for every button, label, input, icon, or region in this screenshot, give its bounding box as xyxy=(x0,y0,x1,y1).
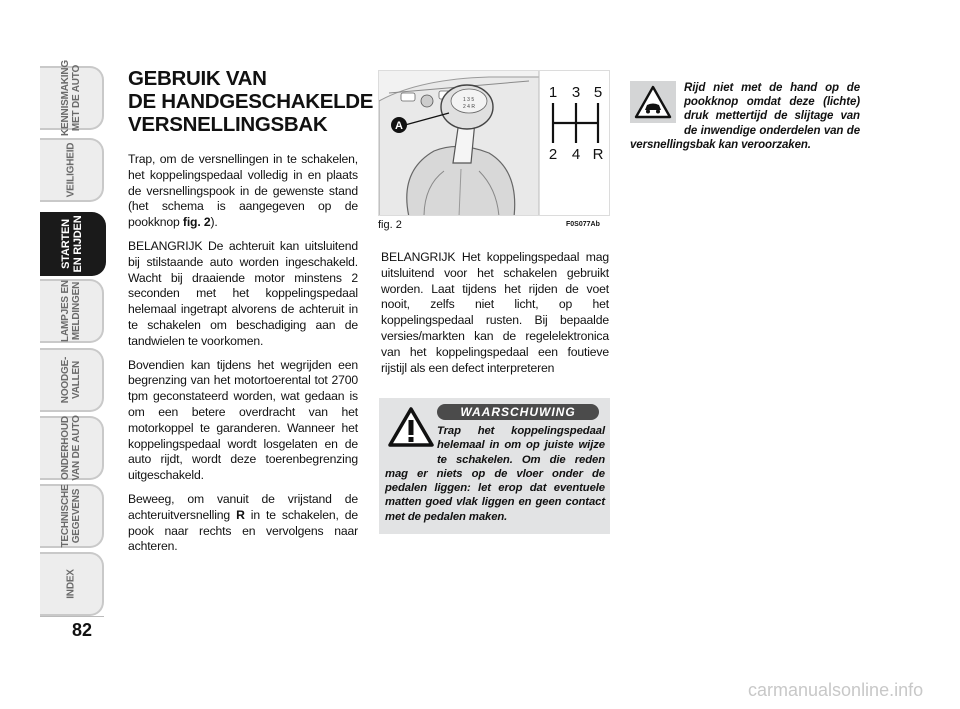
gear-lever-illustration xyxy=(379,71,610,216)
tab-label: VEILIGHEID xyxy=(65,142,77,198)
warning-text: Trap het koppelingspedaal helemaal in om op juiste wijze te schakelen. Om die reden mag er niets op de vloer onder de pedalen liggen: let erop dat eventuele matten goed vlak liggen en geen contact met de pedalen maken. xyxy=(385,425,605,523)
main-text-column xyxy=(128,67,374,563)
tab-starten-en-rijden[interactable] xyxy=(40,212,106,276)
tab-lampjes[interactable] xyxy=(40,279,104,343)
caution-note xyxy=(630,81,860,152)
tab-label: TECHNISCHE GEGEVENS xyxy=(60,484,82,548)
paragraph-text: Trap, om de versnellingen in te schakelen, het koppelingspedaal volledig in en plaats de versnellingspook in de gewenste stand (het schema is aangegeven op de pookknop xyxy=(128,152,358,230)
gear-number-1: 1 xyxy=(548,84,558,101)
car-caution-icon xyxy=(630,81,676,123)
gear-number-3: 3 xyxy=(571,84,581,101)
secondary-text-column xyxy=(381,250,609,384)
page-number: 82 xyxy=(72,620,93,640)
tab-index[interactable] xyxy=(40,552,104,616)
tab-label: NOODGE- VALLEN xyxy=(60,356,82,404)
svg-text:1 3 5: 1 3 5 xyxy=(463,97,475,103)
tab-noodgevallen[interactable] xyxy=(40,348,104,412)
paragraph-text: ). xyxy=(210,215,218,230)
divider xyxy=(40,616,104,617)
tab-label: STARTEN EN RIJDEN xyxy=(60,215,84,273)
tab-label: INDEX xyxy=(65,569,77,599)
paragraph: BELANGRIJK De achteruit kan uitsluitend bij stilstaande auto worden ingeschakeld. Wacht bij draaiende motor minstens 2 seconden met het koppelingspedaal helemaal ingetrapt alvorens de achteruit in te schakelen om beschadiging aan de tandwielen te voorkomen. xyxy=(128,238,358,348)
paragraph-text: Beweeg, om vanuit de vrijstand de achteruitversnelling xyxy=(128,491,358,522)
gear-letter-r: R xyxy=(592,146,604,163)
svg-text:2 4 R: 2 4 R xyxy=(463,104,475,110)
tab-label: KENNISMAKING MET DE AUTO xyxy=(60,60,82,136)
figure-callout-label: A xyxy=(395,120,403,132)
paragraph xyxy=(128,152,358,231)
page-title: GEBRUIK VAN DE HANDGESCHAKELDE VERSNELLINGSBAK xyxy=(128,67,374,136)
warning-box xyxy=(379,398,610,534)
figure-reference: fig. 2 xyxy=(182,215,211,230)
tab-kennismaking[interactable] xyxy=(40,60,104,136)
warning-header: WAARSCHUWING xyxy=(437,404,599,420)
gear-shift-figure xyxy=(378,70,610,216)
paragraph: Bovendien kan tijdens het wegrijden een begrenzing van het motortoerental tot 2700 tpm geconstateerd worden, wat gedaan is om een betere overdracht van het motorkoppel te garanderen. Wanneer het koppelingspedaal wordt losgelaten en de auto rijdt, wordt deze toerenbegrenzing uitgeschakeld. xyxy=(128,357,358,483)
watermark: carmanualsonline.info xyxy=(748,680,924,700)
gear-number-2: 2 xyxy=(548,146,558,163)
reverse-gear-letter: R xyxy=(236,507,245,522)
gear-number-4: 4 xyxy=(571,146,581,163)
tab-label: LAMPJES EN MELDINGEN xyxy=(60,280,82,342)
gear-number-5: 5 xyxy=(593,84,603,101)
figure-caption: fig. 2 xyxy=(378,219,402,231)
paragraph-text: in te schakelen, de pook naar rechts en vervolgens naar achteren. xyxy=(128,507,358,554)
tab-veiligheid[interactable] xyxy=(40,138,104,202)
paragraph: BELANGRIJK Het koppelingspedaal mag uitsluitend voor het schakelen gebruikt worden. Laat tijdens het rijden de voet nooit, zelfs niet licht, op het koppelingspedaal rusten. Bij bepaalde versies/markten kan de regelelektronica van het koppelingspedaal een foutieve rijstijl als een defect interpreteren xyxy=(381,250,609,375)
warning-text-block xyxy=(385,424,605,524)
caution-text: Rijd niet met de hand op de pookknop omdat deze (lichte) druk mettertijd de slijtage van de inwendige onderdelen van de versnellingsbak kan veroorzaken. xyxy=(630,82,860,151)
paragraph xyxy=(128,492,358,555)
tab-label: ONDERHOUD VAN DE AUTO xyxy=(60,415,82,481)
tab-onderhoud[interactable] xyxy=(40,416,104,480)
figure-code: F0S077Ab xyxy=(566,221,600,228)
tab-technische-gegevens[interactable] xyxy=(40,484,104,548)
